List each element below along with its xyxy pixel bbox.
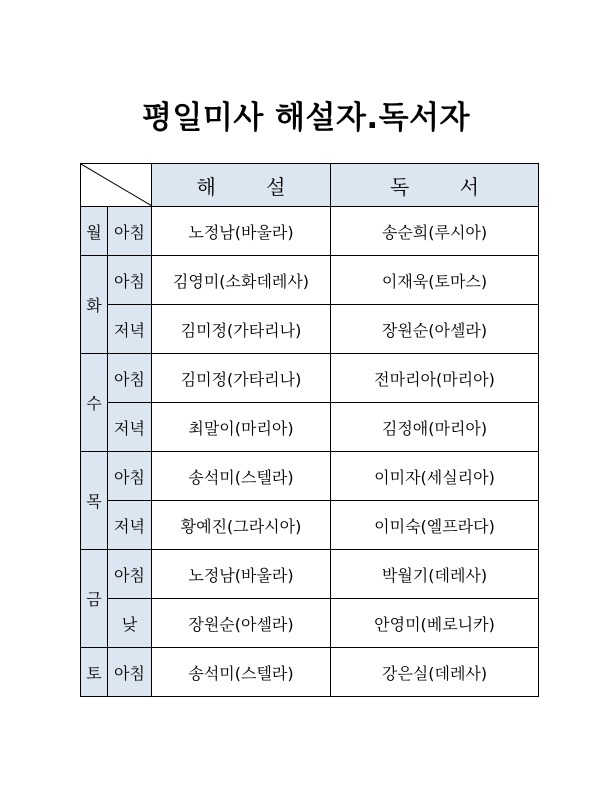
reader-cell: 강은실(데레사) — [331, 648, 539, 697]
commentator-cell: 장원순(아셀라) — [152, 599, 331, 648]
table-row — [81, 256, 539, 305]
reader-cell: 전마리아(마리아) — [331, 354, 539, 403]
header-reader: 독 서 — [331, 164, 539, 207]
commentator-cell: 황예진(그라시아) — [152, 501, 331, 550]
page-title: 평일미사 해설자.독서자 — [141, 100, 471, 136]
table-row — [81, 305, 539, 354]
commentator-cell: 김영미(소화데레사) — [152, 256, 331, 305]
commentator-cell: 노정남(바울라) — [152, 207, 331, 256]
table-row — [81, 452, 539, 501]
table-row — [81, 501, 539, 550]
header-commentator: 해 설 — [152, 164, 331, 207]
reader-cell: 안영미(베로니카) — [331, 599, 539, 648]
reader-cell: 이미자(세실리아) — [331, 452, 539, 501]
time-cell: 아침 — [108, 256, 152, 305]
commentator-cell: 김미정(가타리나) — [152, 305, 331, 354]
commentator-cell: 송석미(스텔라) — [152, 452, 331, 501]
table-row — [81, 207, 539, 256]
day-cell-thu: 목 — [81, 452, 108, 550]
commentator-cell: 최말이(마리아) — [152, 403, 331, 452]
table-row — [81, 403, 539, 452]
table-row — [81, 354, 539, 403]
day-cell-fri: 금 — [81, 550, 108, 648]
schedule-table — [80, 163, 539, 697]
reader-cell: 송순희(루시아) — [331, 207, 539, 256]
time-cell: 아침 — [108, 452, 152, 501]
time-cell: 아침 — [108, 207, 152, 256]
time-cell: 저녁 — [108, 305, 152, 354]
reader-cell: 이미숙(엘프라다) — [331, 501, 539, 550]
commentator-cell: 김미정(가타리나) — [152, 354, 331, 403]
day-cell-sat: 토 — [81, 648, 108, 697]
day-cell-wed: 수 — [81, 354, 108, 452]
commentator-cell: 노정남(바울라) — [152, 550, 331, 599]
header-row — [81, 164, 539, 207]
table-row — [81, 648, 539, 697]
time-cell: 저녁 — [108, 403, 152, 452]
time-cell: 저녁 — [108, 501, 152, 550]
table-row — [81, 599, 539, 648]
reader-cell: 장원순(아셀라) — [331, 305, 539, 354]
commentator-cell: 송석미(스텔라) — [152, 648, 331, 697]
reader-cell: 박월기(데레사) — [331, 550, 539, 599]
time-cell: 아침 — [108, 648, 152, 697]
time-cell: 아침 — [108, 354, 152, 403]
day-cell-mon: 월 — [81, 207, 108, 256]
table-row — [81, 550, 539, 599]
reader-cell: 김정애(마리아) — [331, 403, 539, 452]
time-cell: 아침 — [108, 550, 152, 599]
time-cell: 낮 — [108, 599, 152, 648]
corner-diagonal-cell — [81, 164, 152, 207]
reader-cell: 이재욱(토마스) — [331, 256, 539, 305]
diagonal-line — [81, 164, 152, 206]
day-cell-tue: 화 — [81, 256, 108, 354]
